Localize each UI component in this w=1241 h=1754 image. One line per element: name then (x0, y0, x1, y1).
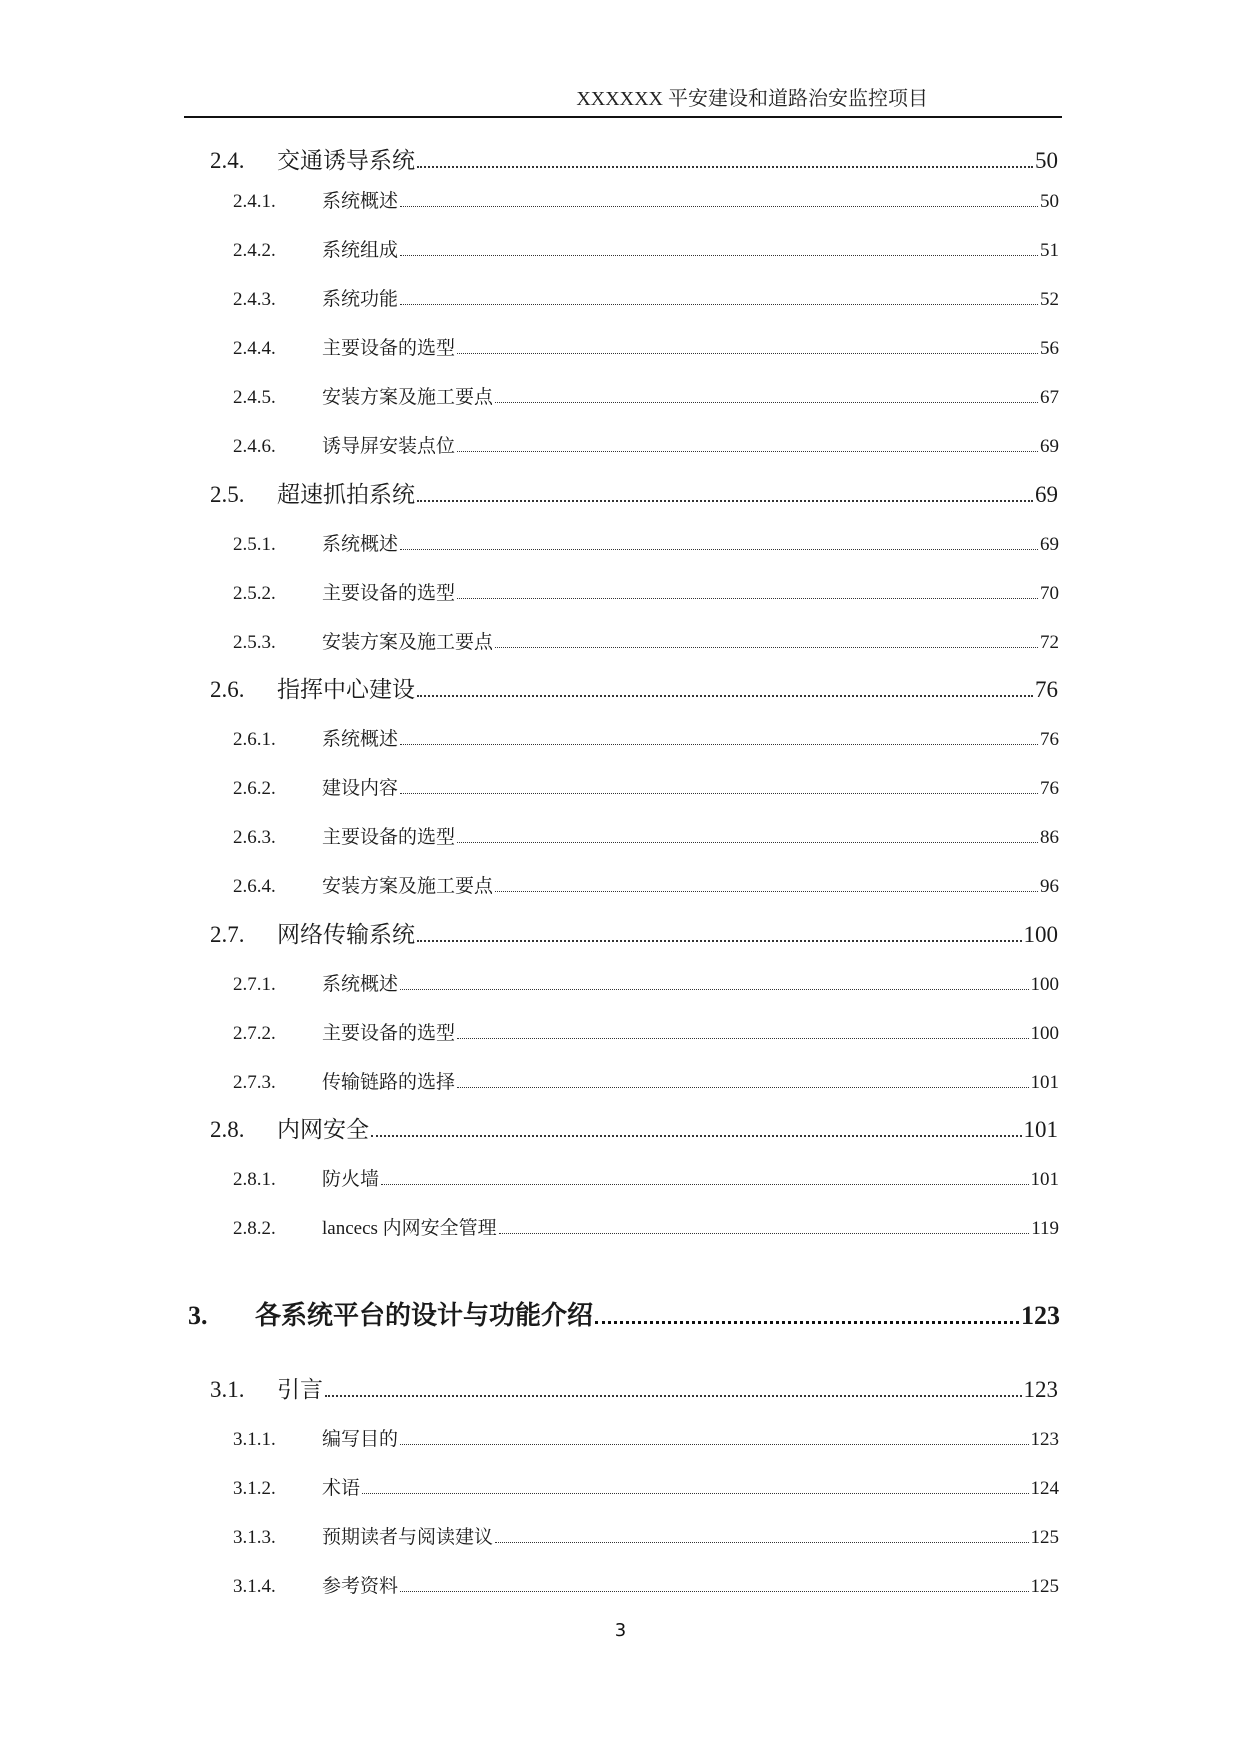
dot-leader (400, 549, 1038, 550)
toc-entry-page: 125 (1030, 1527, 1059, 1548)
dot-leader (417, 166, 1033, 168)
toc-entry-page: 69 (1040, 534, 1059, 555)
toc-entry-number: 3.1.4. (233, 1576, 276, 1597)
toc-entry[interactable] (233, 382, 1059, 410)
dot-leader (457, 1038, 1028, 1039)
dot-leader (457, 451, 1038, 452)
toc-entry-title: 系统功能 (322, 289, 399, 310)
toc-entry[interactable] (210, 142, 1058, 174)
toc-entry[interactable] (233, 284, 1059, 312)
toc-entry[interactable] (210, 1111, 1058, 1143)
toc-entry[interactable] (233, 431, 1059, 459)
toc-entry-title: 系统组成 (322, 240, 399, 261)
toc-entry-page: 72 (1040, 632, 1059, 653)
toc-entry[interactable] (233, 724, 1059, 752)
toc-entry-number: 2.6.3. (233, 827, 276, 848)
toc-entry-title: 系统概述 (322, 191, 399, 212)
dot-leader (499, 1233, 1030, 1234)
toc-entry-title: 系统概述 (322, 729, 399, 750)
toc-entry-page: 50 (1035, 148, 1058, 173)
toc-entry-title: 超速抓拍系统 (277, 482, 415, 507)
toc-entry-number: 2.4. (210, 148, 245, 173)
toc-entry[interactable] (210, 671, 1058, 703)
toc-entry[interactable] (210, 476, 1058, 508)
dot-leader (457, 353, 1038, 354)
toc-entry-number: 3.1.1. (233, 1429, 276, 1450)
toc-entry-page: 100 (1023, 922, 1058, 947)
page-number: 3 (614, 1620, 627, 1641)
toc-entry-page: 76 (1040, 778, 1059, 799)
toc-entry[interactable] (233, 186, 1059, 214)
toc-entry-number: 2.4.1. (233, 191, 276, 212)
toc-entry[interactable] (233, 1164, 1059, 1192)
toc-entry[interactable] (210, 916, 1058, 948)
toc-entry-title: 引言 (277, 1377, 323, 1402)
dot-leader (495, 402, 1038, 403)
toc-entry-number: 2.6. (210, 677, 245, 702)
dot-leader (495, 647, 1038, 648)
toc-entry-number: 2.8.1. (233, 1169, 276, 1190)
toc-entry-number: 2.6.4. (233, 876, 276, 897)
toc-entry-page: 67 (1040, 387, 1059, 408)
toc-entry-number: 2.4.5. (233, 387, 276, 408)
toc-entry[interactable] (233, 1213, 1059, 1241)
toc-entry-title: 安装方案及施工要点 (322, 387, 494, 408)
toc-entry-number: 2.5.3. (233, 632, 276, 653)
toc-entry-title: 交通诱导系统 (277, 148, 415, 173)
dot-leader (417, 500, 1033, 502)
toc-entry-title: 安装方案及施工要点 (322, 632, 494, 653)
toc-entry-page: 86 (1040, 827, 1059, 848)
toc-entry-page: 70 (1040, 583, 1059, 604)
dot-leader (457, 598, 1038, 599)
dot-leader (381, 1184, 1028, 1185)
toc-entry-page: 96 (1040, 876, 1059, 897)
dot-leader (400, 744, 1038, 745)
toc-entry[interactable] (233, 871, 1059, 899)
toc-entry-page: 123 (1021, 1301, 1060, 1330)
toc-entry-title: lancecs 内网安全管理 (322, 1218, 497, 1239)
dot-leader (400, 206, 1038, 207)
toc-entry-number: 2.4.6. (233, 436, 276, 457)
toc-entry[interactable] (233, 969, 1059, 997)
toc-entry[interactable] (233, 578, 1059, 606)
toc-entry[interactable] (233, 1424, 1059, 1452)
dot-leader (325, 1395, 1022, 1397)
toc-entry-title: 系统概述 (322, 974, 399, 995)
toc-entry-title: 建设内容 (322, 778, 399, 799)
dot-leader (400, 1591, 1028, 1592)
toc-entry-number: 2.6.1. (233, 729, 276, 750)
toc-entry-title: 安装方案及施工要点 (322, 876, 494, 897)
toc-entry-page: 56 (1040, 338, 1059, 359)
toc-entry-number: 3.1. (210, 1377, 245, 1402)
toc-entry-number: 3.1.2. (233, 1478, 276, 1499)
toc-entry[interactable] (233, 1522, 1059, 1550)
toc-entry-page: 76 (1035, 677, 1058, 702)
dot-leader (400, 1444, 1028, 1445)
dot-leader (400, 989, 1028, 990)
toc-entry-title: 网络传输系统 (277, 922, 415, 947)
toc-entry-title: 主要设备的选型 (322, 338, 456, 359)
toc-entry-title: 预期读者与阅读建议 (322, 1527, 494, 1548)
toc-entry-title: 传输链路的选择 (322, 1072, 456, 1093)
dot-leader (362, 1493, 1028, 1494)
toc-entry-title: 内网安全 (277, 1117, 369, 1142)
dot-leader (457, 1087, 1028, 1088)
toc-entry-number: 2.5.2. (233, 583, 276, 604)
toc-entry-title: 主要设备的选型 (322, 583, 456, 604)
toc-entry-number: 2.6.2. (233, 778, 276, 799)
toc-entry-page: 76 (1040, 729, 1059, 750)
toc-entry-page: 101 (1030, 1072, 1059, 1093)
dot-leader (400, 793, 1038, 794)
toc-entry-title: 术语 (322, 1478, 361, 1499)
toc-entry-page: 101 (1030, 1169, 1059, 1190)
dot-leader (417, 940, 1022, 942)
toc-entry-number: 2.5. (210, 482, 245, 507)
toc-entry-number: 2.5.1. (233, 534, 276, 555)
toc-entry-number: 2.8.2. (233, 1218, 276, 1239)
toc-entry-page: 52 (1040, 289, 1059, 310)
toc-entry-page: 69 (1035, 482, 1058, 507)
dot-leader (400, 304, 1038, 305)
dot-leader (495, 1542, 1028, 1543)
dot-leader (595, 1321, 1019, 1324)
toc-entry-title: 指挥中心建设 (277, 677, 415, 702)
dot-leader (417, 695, 1033, 697)
toc-entry-number: 3. (188, 1301, 208, 1330)
toc-entry-number: 2.7.2. (233, 1023, 276, 1044)
dot-leader (371, 1135, 1022, 1137)
toc-entry-page: 51 (1040, 240, 1059, 261)
toc-entry[interactable] (233, 529, 1059, 557)
toc-entry-number: 2.4.4. (233, 338, 276, 359)
toc-entry-page: 124 (1030, 1478, 1059, 1499)
toc-entry[interactable] (233, 1018, 1059, 1046)
toc-entry-number: 2.8. (210, 1117, 245, 1142)
toc-entry-page: 123 (1023, 1377, 1058, 1402)
toc-entry-page: 69 (1040, 436, 1059, 457)
dot-leader (457, 842, 1038, 843)
toc-entry-number: 2.7.1. (233, 974, 276, 995)
toc-entry-title: 参考资料 (322, 1576, 399, 1597)
toc-entry-number: 2.7. (210, 922, 245, 947)
dot-leader (495, 891, 1038, 892)
toc-entry-number: 3.1.3. (233, 1527, 276, 1548)
toc-entry[interactable] (233, 235, 1059, 263)
header-title: XXXXXX 平安建设和道路治安监控项目 (576, 88, 928, 110)
toc-entry[interactable] (233, 627, 1059, 655)
toc-entry-chapter[interactable] (188, 1295, 1060, 1331)
toc-entry-title: 系统概述 (322, 534, 399, 555)
toc-entry-page: 50 (1040, 191, 1059, 212)
toc-entry[interactable] (233, 1473, 1059, 1501)
toc-entry-number: 2.4.3. (233, 289, 276, 310)
toc-entry-title: 防火墙 (322, 1169, 380, 1190)
toc-entry-page: 100 (1030, 1023, 1059, 1044)
toc-entry[interactable] (233, 333, 1059, 361)
toc-entry-page: 123 (1030, 1429, 1059, 1450)
toc-entry[interactable] (233, 822, 1059, 850)
toc-entry-title: 主要设备的选型 (322, 827, 456, 848)
toc-entry[interactable] (233, 1067, 1059, 1095)
toc-entry-page: 125 (1030, 1576, 1059, 1597)
toc-entry-page: 100 (1030, 974, 1059, 995)
toc-entry-number: 2.4.2. (233, 240, 276, 261)
toc-entry-title: 各系统平台的设计与功能介绍 (255, 1301, 594, 1330)
toc-entry-title: 主要设备的选型 (322, 1023, 456, 1044)
toc-entry-title: 诱导屏安装点位 (322, 436, 456, 457)
dot-leader (400, 255, 1038, 256)
toc-entry-title: 编写目的 (322, 1429, 399, 1450)
toc-entry[interactable] (233, 773, 1059, 801)
toc-entry[interactable] (233, 1571, 1059, 1599)
toc-entry-page: 119 (1031, 1218, 1059, 1239)
toc-entry-number: 2.7.3. (233, 1072, 276, 1093)
toc-entry-page: 101 (1023, 1117, 1058, 1142)
toc-entry[interactable] (210, 1371, 1058, 1403)
